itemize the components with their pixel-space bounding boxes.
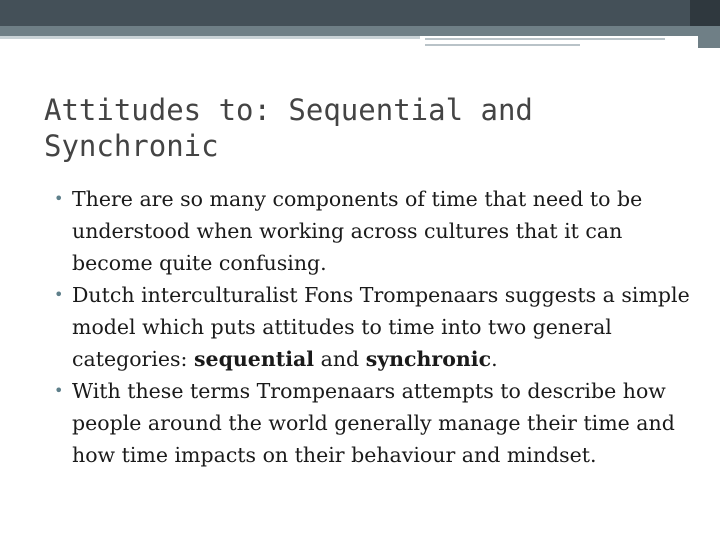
accent-rule — [425, 38, 665, 40]
accent-rule — [425, 44, 580, 46]
bullet-text: With these terms Trompenaars attempts to describe how people around the world generally manage their time and how time impacts on their behaviour and mindset. — [72, 379, 675, 467]
bullet-text: Dutch interculturalist Fons Trompenaars suggests a simple model which puts attitudes to time into two general categories: — [72, 283, 690, 371]
term-sequential: sequential — [193, 347, 315, 371]
bullet-list — [54, 183, 694, 471]
bullet-item — [54, 279, 694, 375]
accent-rules — [425, 36, 665, 48]
bullet-text: There are so many components of time that need to be understood when working across cultures that it can become quite confusing. — [72, 187, 643, 275]
bullet-item — [54, 183, 694, 279]
bullet-icon: • — [54, 189, 64, 208]
header-bar-end — [690, 0, 720, 26]
term-synchronic: synchronic — [365, 347, 492, 371]
corner-accent — [698, 26, 720, 48]
bullet-icon: • — [54, 381, 64, 400]
bullet-item — [54, 375, 694, 471]
bullet-text-connector: and — [314, 347, 366, 371]
bullet-icon: • — [54, 285, 64, 304]
header-bar — [0, 0, 720, 26]
accent-rule-left — [0, 36, 420, 39]
bullet-text-end: . — [491, 347, 498, 371]
slide-title: Attitudes to: Sequential and Synchronic — [44, 93, 533, 163]
accent-strip — [0, 26, 720, 36]
